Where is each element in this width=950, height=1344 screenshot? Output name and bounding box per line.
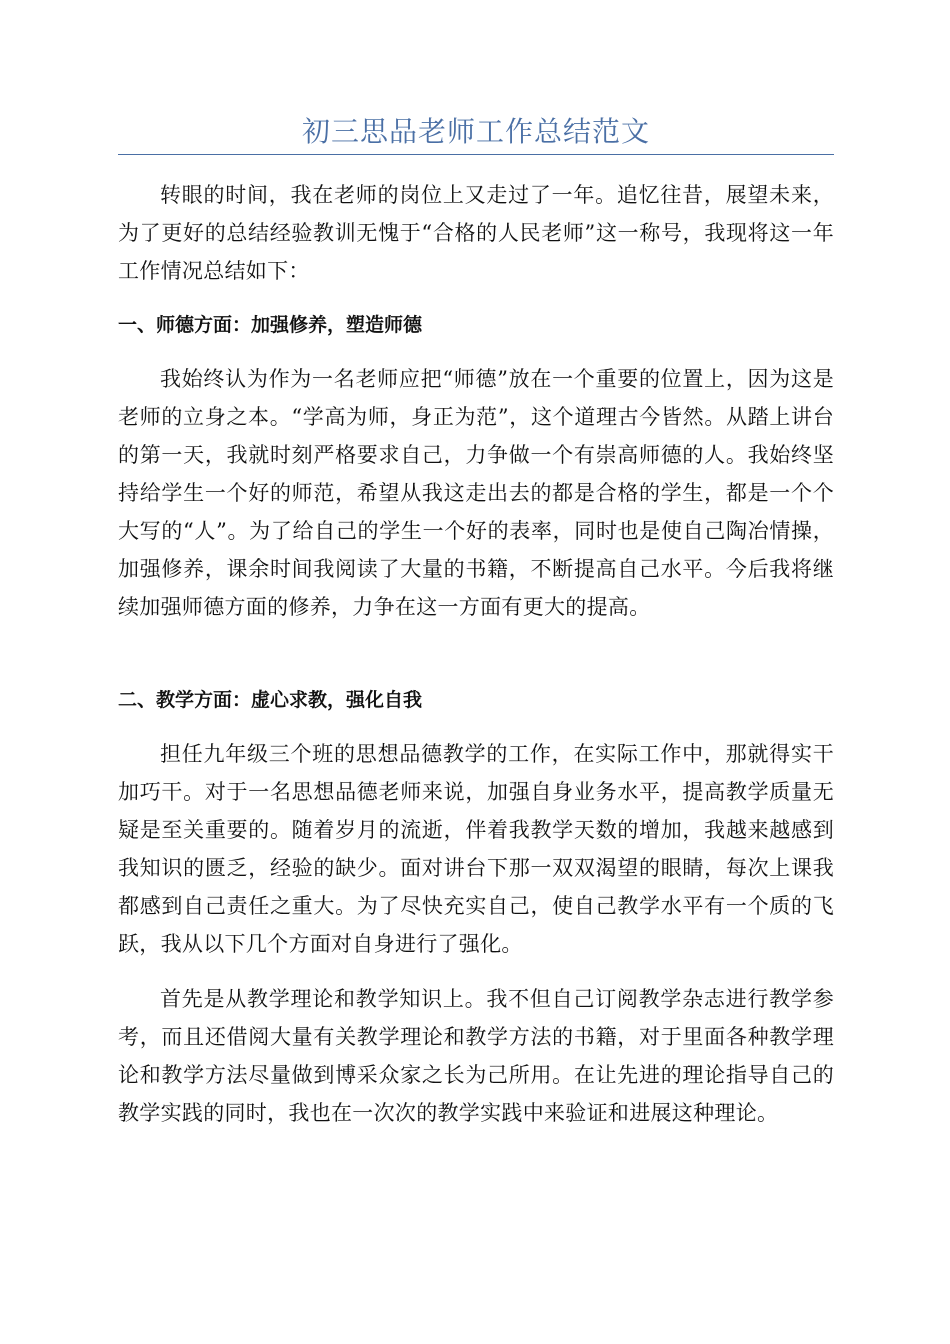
title-underline — [118, 154, 834, 155]
section-heading-ethics: 一、师德方面：加强修养，塑造师德 — [118, 314, 423, 336]
theory-paragraph: 首先是从教学理论和教学知识上。我不但自己订阅教学杂志进行教学参考，而且还借阅大量有关教学理论和教学方法的书籍，对于里面各种教学理论和教学方法尽量做到博采众家之长为己所用。在让先进的理论指导自己的教学实践的同时，我也在一次次的教学实践中来验证和进展这种理论。 — [118, 987, 834, 1125]
document-title: 初三思品老师工作总结范文 — [301, 115, 650, 148]
teaching-paragraph: 担任九年级三个班的思想品德教学的工作，在实际工作中，那就得实干加巧干。对于一名思想品德老师来说，加强自身业务水平，提高教学质量无疑是至关重要的。随着岁月的流逝，伴着我教学天数的增加，我越来越感到我知识的匮乏，经验的缺少。面对讲台下那一双双渴望的眼睛，每次上课我都感到自己责任之重大。为了尽快充实自己，使自己教学水平有一个质的飞跃，我从以下几个方面对自身进行了强化。 — [118, 742, 834, 956]
section-heading-teaching: 二、教学方面：虚心求教，强化自我 — [118, 689, 423, 711]
ethics-paragraph: 我始终认为作为一名老师应把“师德”放在一个重要的位置上，因为这是老师的立身之本。“学高为师，身正为范”，这个道理古今皆然。从踏上讲台的第一天，我就时刻严格要求自己，力争做一个有崇高师德的人。我始终坚持给学生一个好的师范，希望从我这走出去的都是合格的学生，都是一个个大写的“人”。为了给自己的学生一个好的表率，同时也是使自己陶冶情操，加强修养，课余时间我阅读了大量的书籍，不断提高自己水平。今后我将继续加强师德方面的修养，力争在这一方面有更大的提高。 — [118, 367, 834, 619]
intro-paragraph: 转眼的时间，我在老师的岗位上又走过了一年。追忆往昔，展望未来，为了更好的总结经验教训无愧于“合格的人民老师”这一称号，我现将这一年工作情况总结如下： — [118, 183, 834, 283]
